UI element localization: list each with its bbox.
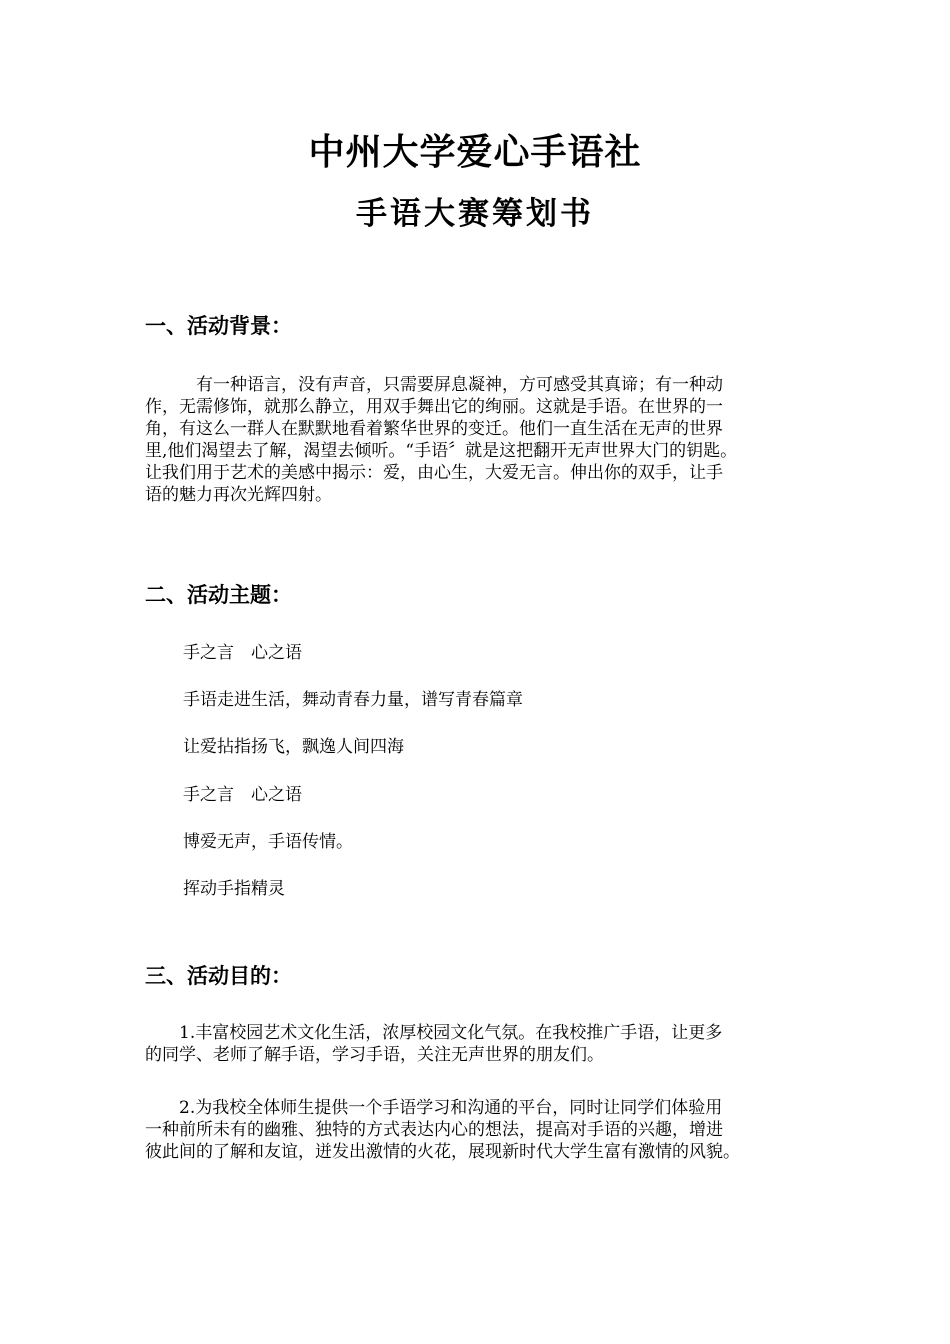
paragraph-line: 让我们用于艺术的美感中揭示：爱，由心生，大爱无言。伸出你的双手，让手 [145, 463, 723, 483]
theme-item: 手之言 心之语 [183, 643, 302, 663]
document-title: 中州大学爱心手语社 [308, 132, 642, 173]
paragraph-line: 1.丰富校园艺术文化生活，浓厚校园文化气氛。在我校推广手语，让更多 [145, 1023, 723, 1043]
paragraph-line: 里,他们渴望去了解，渴望去倾听。“手语〞就是这把翻开无声世界大门的钥匙。 [145, 441, 738, 461]
background-paragraph [145, 374, 825, 506]
paragraph-line: 作，无需修饰，就那么静立，用双手舞出它的绚丽。这就是手语。在世界的一 [145, 397, 723, 417]
paragraph-line: 一种前所未有的幽雅、独特的方式表达内心的想法，提高对手语的兴趣，增进 [145, 1120, 723, 1140]
paragraph-line: 有一种语言，没有声音，只需要屏息凝神，方可感受其真谛；有一种动 [145, 375, 723, 395]
theme-item: 博爱无声，手语传情。 [183, 832, 353, 852]
paragraph-line: 语的魅力再次光辉四射。 [145, 485, 332, 505]
document-subtitle: 手语大赛筹划书 [356, 196, 594, 232]
section-heading-background: 一、活动背景： [145, 314, 292, 338]
paragraph-line: 的同学、老师了解手语，学习手语，关注无声世界的朋友们。 [145, 1045, 604, 1065]
paragraph-line: 彼此间的了解和友谊，迸发出激情的火花，展现新时代大学生富有激情的风貌。 [145, 1142, 740, 1162]
paragraph-line: 角，有这么一群人在默默地看着繁华世界的变迁。他们一直生活在无声的世界 [145, 419, 723, 439]
theme-item: 让爱拈指扬飞，飘逸人间四海 [183, 737, 404, 757]
purpose-paragraph-1 [145, 1022, 825, 1066]
purpose-paragraph-2 [145, 1097, 825, 1163]
paragraph-line: 2.为我校全体师生提供一个手语学习和沟通的平台，同时让同学们体验用 [145, 1098, 723, 1118]
theme-item: 挥动手指精灵 [183, 879, 285, 899]
theme-item: 手之言 心之语 [183, 785, 302, 805]
section-heading-theme: 二、活动主题： [145, 583, 292, 607]
section-heading-purpose: 三、活动目的： [145, 964, 292, 988]
theme-item: 手语走进生活，舞动青春力量，谱写青春篇章 [183, 690, 523, 710]
